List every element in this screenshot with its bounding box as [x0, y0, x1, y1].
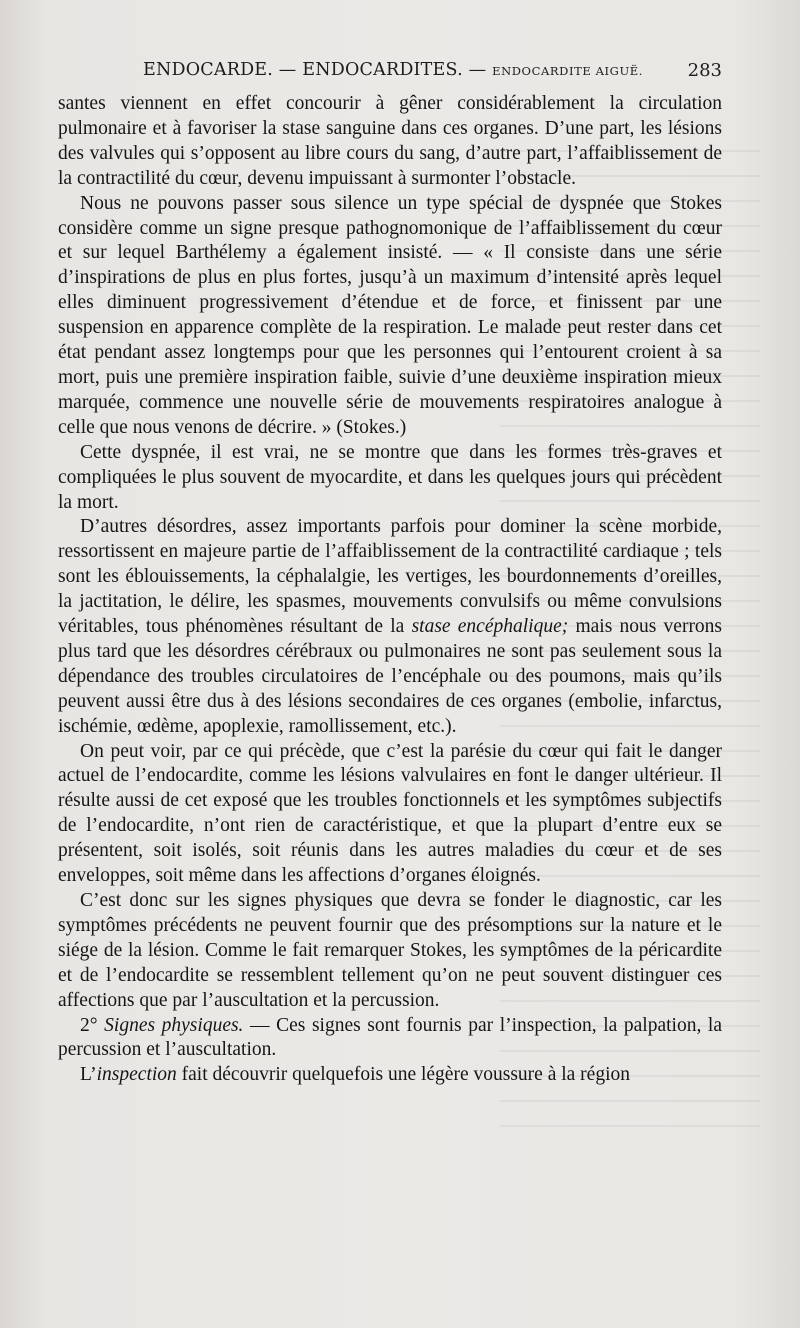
paragraph-8: [58, 1063, 722, 1088]
paragraph-3: Cette dyspnée, il est vrai, ne se montre que dans les formes très-graves et compliquées le plus souvent de myocardite, et dans les quelques jours qui précèdent la mort.: [58, 441, 722, 513]
paragraph-8-emphasis: inspection: [96, 1064, 177, 1086]
paragraph-5: On peut voir, par ce qui précède, que c’est la parésie du cœur qui fait le danger actuel de l’endocardite, comme les lésions valvulaires en font le danger ultérieur. Il résulte aussi de cet exposé que les troubles fonctionnels et les symptômes subjectifs de l’endocardite, n’ont rien de caractéristique, et que la plupart d’entre eux se présentent, soit isolés, soit réunis dans les autres maladies du cœur et de ses enveloppes, soit même dans les affections d’organes éloignés.: [58, 740, 722, 887]
paragraph-6: C’est donc sur les signes physiques que devra se fonder le diagnostic, car les symptômes précédents ne peuvent fournir que des présomptions sur la nature et le siége de la lésion. Comme le fait remarquer Stokes, les symptômes de la péricardite et de l’endocardite se ressemblent tellement qu’on ne peut souvent distinguer ces affections que par l’auscultation et la percussion.: [58, 890, 722, 1011]
paragraph-1: santes viennent en effet concourir à gêner considérablement la circulation pulmonaire et à favoriser la stase sanguine dans ces organes. D’une part, les lésions des valvules qui s’opposent au libre cours du sang, d’autre part, l’affaiblissement de la contractilité du cœur, devenu impuissant à surmonter l’obstacle.: [58, 93, 722, 189]
running-head: [143, 60, 643, 80]
running-head-title: ENDOCARDE. — ENDOCARDITES. —: [143, 60, 487, 80]
page-header: [58, 58, 722, 86]
paragraph-7: [58, 1014, 722, 1064]
paragraph-4-part-a: D’autres désordres, assez importants parfois pour dominer la scène morbide, ressortissent en majeure partie de l’affaiblissement de la contractilité cardiaque ; tels sont les éblouissements, la céphalalgie, les vertiges, les bourdonnements d’oreilles, la jactitation, le délire, les spasmes, mouvements convulsifs ou même convulsions véritables, tous phénomènes résultant de la: [58, 516, 722, 638]
paragraph-7-text: — Ces signes sont fournis par l’inspection, la palpation, la percussion et l’auscultation.: [58, 1014, 722, 1061]
paragraph-4-part-b: mais nous verrons plus tard que les désordres cérébraux ou pulmonaires ne sont pas seulement sous la dépendance des troubles circulatoires de l’encéphale ou des poumons, mais qu’ils peuvent aussi être dus à des lésions secondaires de ces organes (embolie, infarctus, ischémie, œdème, apoplexie, ramollissement, etc.).: [58, 616, 723, 737]
paragraph-2: Nous ne pouvons passer sous silence un type spécial de dyspnée que Stokes considère comme un signe presque pathognomonique de l’affaiblissement du cœur et sur lequel Barthélemy a également insisté. — « Il consiste dans une série d’inspirations de plus en plus fortes, jusqu’à un maximum d’intensité après lequel elles diminuent progressivement d’étendue et de force, et finissent par une suspension en apparence complète de la respiration. Le malade peut rester dans cet état pendant assez longtemps pour que les personnes qui l’entourent croient à sa mort, puis une première inspiration faible, suivie d’une deuxième inspiration mieux marquée, commence une nouvelle série de mouvements respiratoires analogue à celle que nous venons de décrire. » (Stokes.): [58, 192, 722, 438]
page-number: 283: [687, 60, 722, 81]
section-heading: Signes physiques.: [104, 1014, 244, 1036]
paragraph-4: [58, 515, 722, 739]
running-head-subtitle: ENDOCARDITE AIGUË.: [492, 64, 644, 78]
body-text: [58, 92, 722, 1088]
paragraph-8-lead: L’: [80, 1064, 97, 1086]
paragraph-8-text: fait découvrir quelquefois une légère voussure à la région: [181, 1064, 630, 1086]
paragraph-4-emphasis: stase encéphalique;: [411, 616, 569, 638]
section-number: 2°: [80, 1014, 98, 1036]
